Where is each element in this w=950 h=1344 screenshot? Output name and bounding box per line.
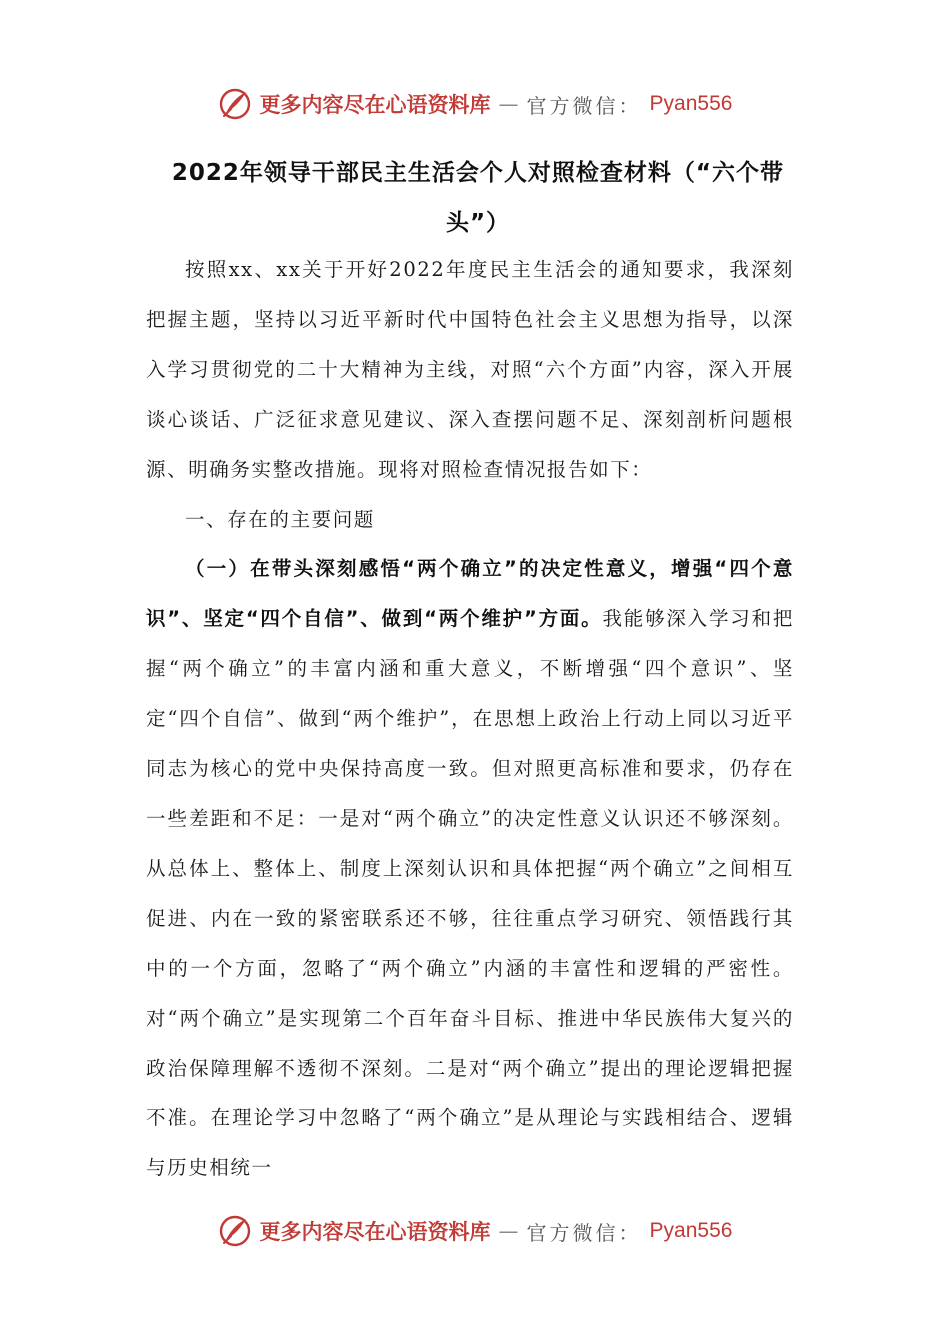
watermark-label: 官方微信：: [526, 93, 642, 118]
watermark-separator: —: [498, 92, 519, 116]
item-body: 我能够深入学习和把握“两个确立”的丰富内涵和重大意义，不断增强“四个意识”、坚定“四个自信”、做到“两个维护”，在思想上政治上行动上同以习近平同志为核心的党中央保持高度一致。但对照更高标准和要求，仍存在一些差距和不足：一是对“两个确立”的决定性意义认识还不够深刻。从总体上、整体上、制度上深刻认识和具体把握“两个确立”之间相互促进、内在一致的紧密联系还不够，往往重点学习研究、领悟践行其中的一个方面，忽略了“两个确立”内涵的丰富性和逻辑的严密性。对“两个确立”是实现第二个百年奋斗目标、推进中华民族伟大复兴的政治保障理解不透彻不深刻。二是对“两个确立”提出的理论逻辑把握不准。在理论学习中忽略了“两个确立”是从理论与实践相结合、逻辑与历史相统一: [146, 607, 794, 1180]
watermark-separator: —: [498, 1219, 519, 1243]
watermark-label: 官方微信：: [526, 1220, 642, 1245]
watermark-account: Pyan556: [649, 1219, 733, 1242]
document-title: 2022年领导干部民主生活会个人对照检查材料（“六个带头”）: [171, 160, 785, 236]
watermark-footer: [0, 1209, 950, 1253]
intro-paragraph: 按照xx、xx关于开好2022年度民主生活会的通知要求，我深刻把握主题，坚持以习近平新时代中国特色社会主义思想为指导，以深入学习贯彻党的二十大精神为主线，对照“六个方面”内容，深入开展谈心谈话、广泛征求意见建议、深入查摆问题不足、深刻剖析问题根源、明确务实整改措施。现将对照检查情况报告如下：: [146, 258, 794, 481]
item-lead: （一）在带头深刻感悟“两个确立”的决定性意义，增强“四个意识”、坚定“四个自信”、做到“两个维护”方面。: [146, 557, 794, 631]
document-body: [146, 245, 794, 1193]
section-heading: 一、存在的主要问题: [185, 507, 375, 531]
watermark-brand: 更多内容尽在心语资料库: [259, 1219, 491, 1244]
quill-logo-icon: [218, 87, 252, 121]
watermark-account: Pyan556: [649, 92, 733, 115]
watermark-header: [0, 82, 950, 126]
watermark-brand: 更多内容尽在心语资料库: [259, 92, 491, 117]
quill-logo-icon: [218, 1214, 252, 1248]
item-paragraph: [146, 544, 794, 1193]
